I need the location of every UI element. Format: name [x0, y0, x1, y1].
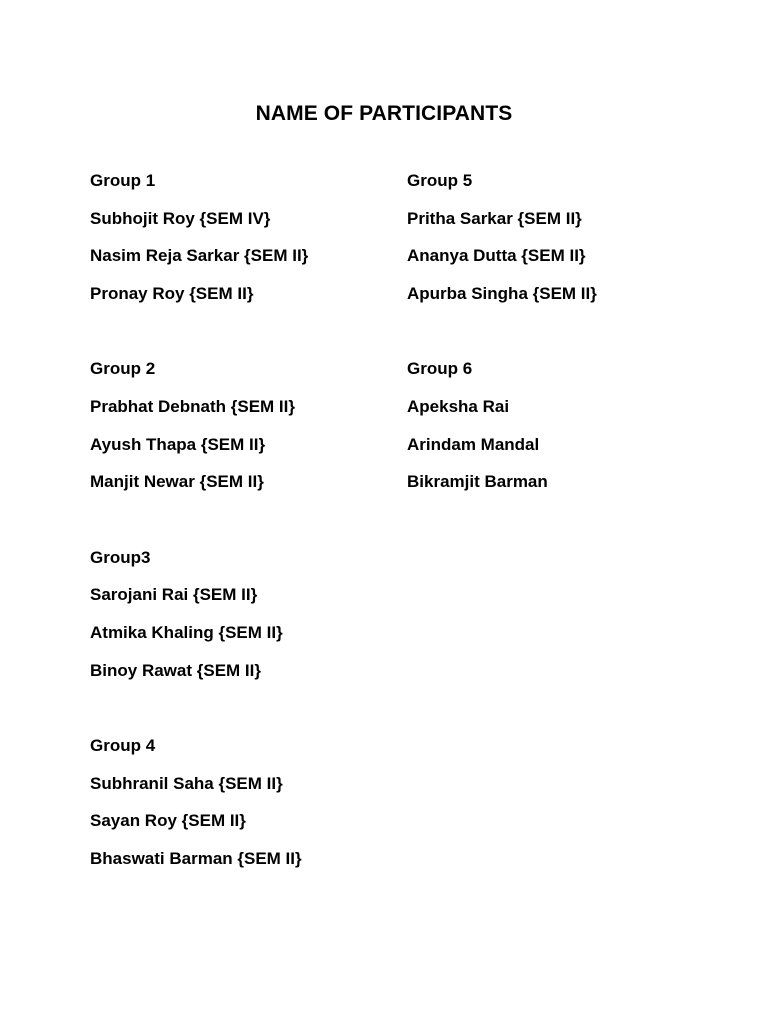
participant-name: Prabhat Debnath {SEM II} — [90, 396, 295, 416]
group-1-block — [90, 168, 390, 318]
participant-name: Ananya Dutta {SEM II} — [407, 246, 586, 266]
group-2-block — [90, 356, 390, 506]
page-title: NAME OF PARTICIPANTS — [255, 102, 513, 125]
participant-name: Sarojani Rai {SEM II} — [90, 585, 258, 605]
group-3-block — [90, 545, 390, 695]
participant-name: Pritha Sarkar {SEM II} — [407, 208, 582, 228]
group-5-block — [407, 168, 707, 318]
participant-name: Pronay Roy {SEM II} — [90, 283, 254, 303]
participant-name: Binoy Rawat {SEM II} — [90, 660, 261, 680]
left-column — [90, 168, 390, 922]
participant-name: Subhojit Roy {SEM IV} — [90, 208, 271, 228]
right-column — [407, 168, 707, 545]
group-heading: Group 6 — [407, 359, 473, 379]
group-heading: Group 2 — [90, 359, 156, 379]
group-heading: Group3 — [90, 547, 151, 567]
participant-name: Apurba Singha {SEM II} — [407, 283, 597, 303]
participant-name: Sayan Roy {SEM II} — [90, 811, 246, 831]
participant-name: Atmika Khaling {SEM II} — [90, 622, 283, 642]
group-heading: Group 1 — [90, 171, 156, 190]
participant-name: Manjit Newar {SEM II} — [90, 472, 264, 492]
participant-name: Bhaswati Barman {SEM II} — [90, 848, 302, 868]
participant-name: Arindam Mandal — [407, 434, 540, 454]
group-heading: Group 5 — [407, 171, 473, 190]
group-4-block — [90, 733, 390, 883]
group-6-block — [407, 356, 707, 506]
participant-name: Apeksha Rai — [407, 396, 510, 416]
participant-name: Subhranil Saha {SEM II} — [90, 773, 283, 793]
participant-name: Bikramjit Barman — [407, 472, 548, 492]
participant-name: Nasim Reja Sarkar {SEM II} — [90, 246, 309, 266]
participant-name: Ayush Thapa {SEM II} — [90, 434, 266, 454]
group-heading: Group 4 — [90, 736, 156, 756]
